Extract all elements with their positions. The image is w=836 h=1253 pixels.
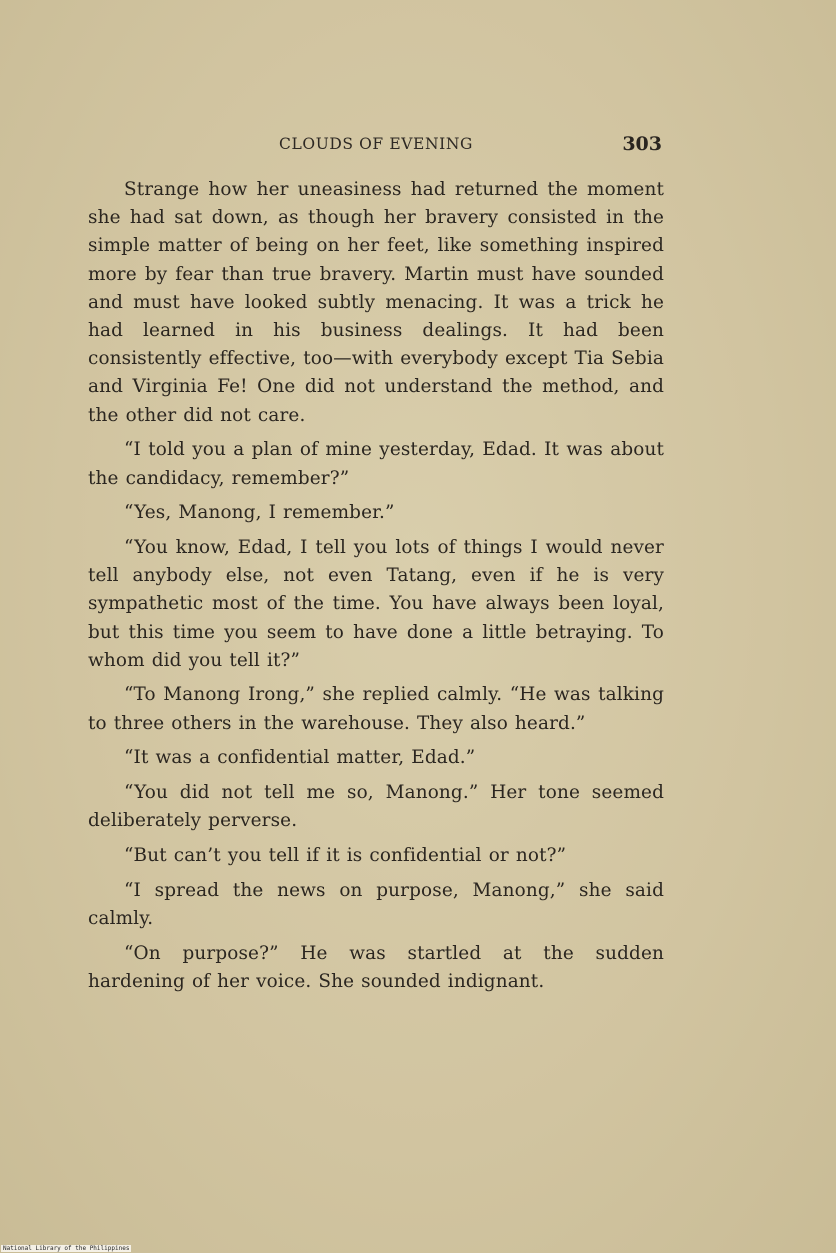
paragraph: “But can’t you tell if it is confidential or not?” <box>124 844 567 866</box>
paragraph: “You know, Edad, I tell you lots of things I would never tell anybody else, not even Tatang, even if he is very sympathetic most of the time. You have always been loyal, but this time you seem to have done a little betraying. To whom did you tell it?” <box>88 536 664 671</box>
paragraph: “To Manong Irong,” she replied calmly. “He was talking to three others in the warehouse. They also heard.” <box>88 684 664 734</box>
paragraph: “Yes, Manong, I remember.” <box>124 502 395 524</box>
paragraph: “On purpose?” He was startled at the sudden hardening of her voice. She sounded indignant. <box>88 942 664 992</box>
paragraph: “It was a confidential matter, Edad.” <box>124 747 476 769</box>
paragraph: “You did not tell me so, Manong.” Her tone seemed deliberately perverse. <box>88 782 664 832</box>
body-text <box>88 176 664 996</box>
running-head <box>88 133 664 159</box>
running-title: CLOUDS OF EVENING <box>279 135 473 153</box>
page-number: 303 <box>622 133 662 155</box>
paragraph: Strange how her uneasiness had returned the moment she had sat down, as though her bravery consisted in the simple matter of being on her feet, like something inspired more by fear than true bravery. Martin must have sounded and must have looked subtly menacing. It was a trick he had learned in his business dealings. It had been consistently effective, too—with everybody except Tia Sebia and Virginia Fe! One did not understand the method, and the other did not care. <box>88 179 664 426</box>
library-credit: National Library of the Philippines <box>3 1245 130 1252</box>
paragraph: “I spread the news on purpose, Manong,” she said calmly. <box>88 879 664 929</box>
paragraph: “I told you a plan of mine yesterday, Edad. It was about the candidacy, remember?” <box>88 439 664 489</box>
